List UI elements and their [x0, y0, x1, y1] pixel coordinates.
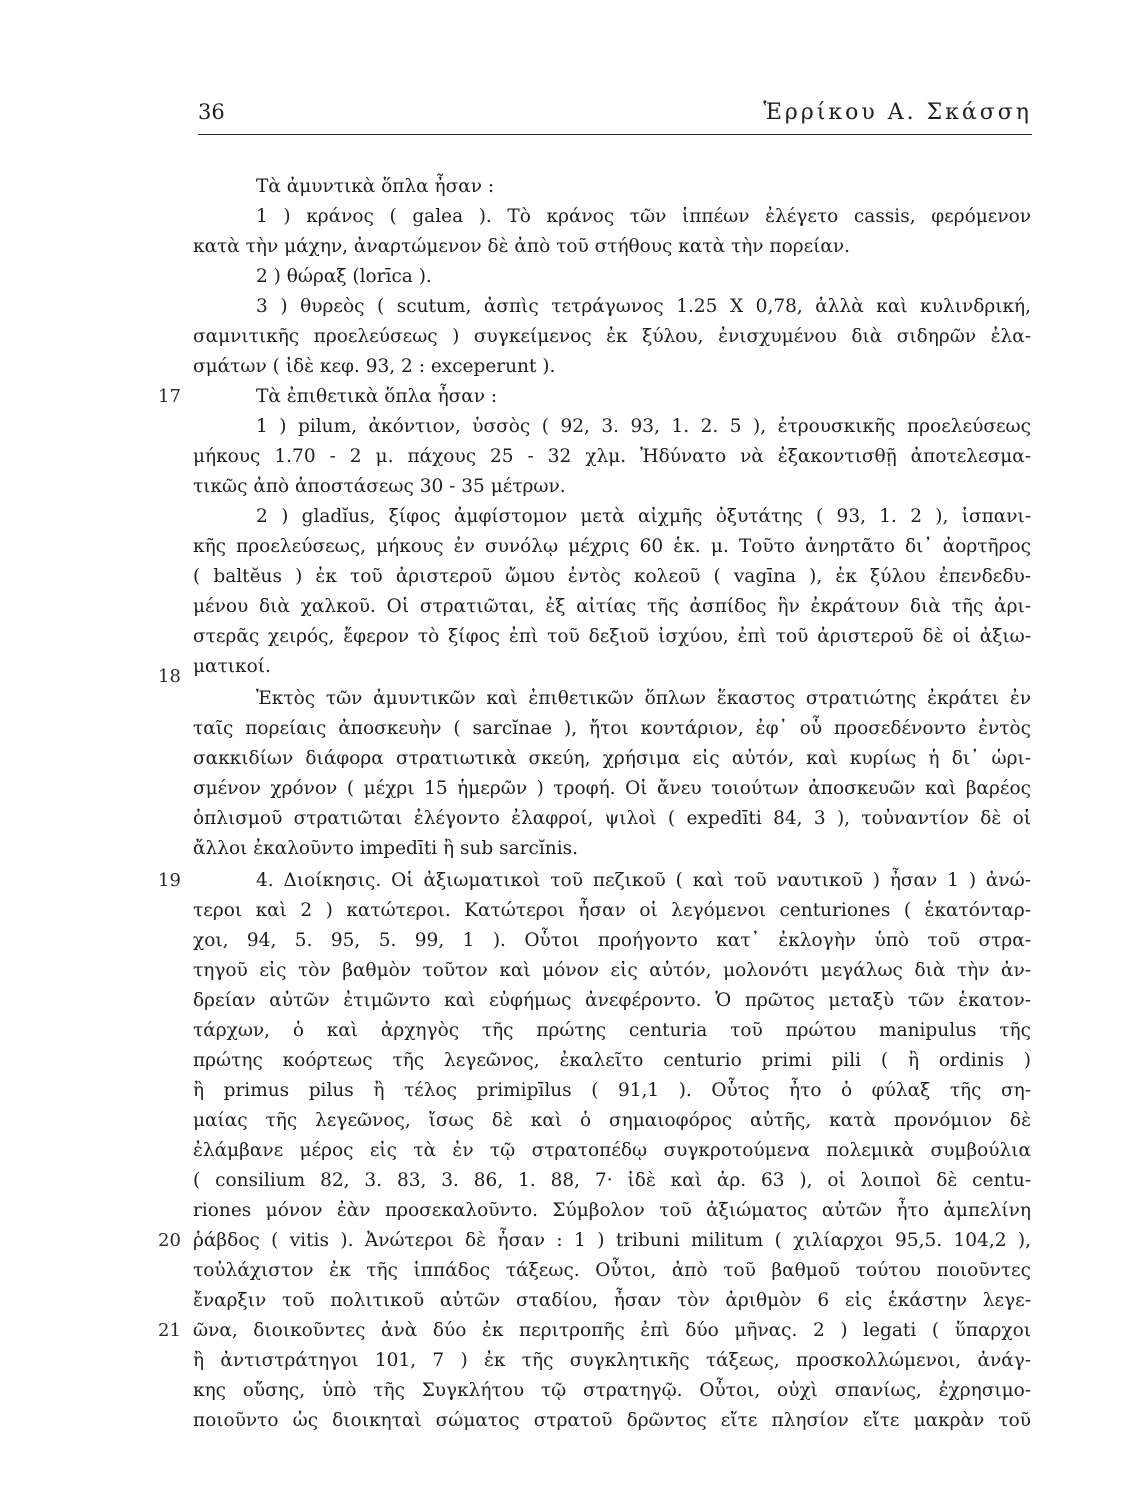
- text-line: 3 ) θυρεὸς ( scutum, ἀσπὶς τετράγωνος 1.25 X 0,78, ἀλλὰ καὶ κυλινδρική,: [256, 296, 1031, 317]
- margin-number: 20: [158, 1230, 181, 1251]
- text-line: στερᾶς χειρός, ἔφερον τὸ ξίφος ἐπὶ τοῦ δεξιοῦ ἰσχύου, ἐπὶ τοῦ ἀριστεροῦ δὲ οἱ ἀξιω-: [193, 626, 1031, 647]
- text-line: ταῖς πορείαις ἀποσκευὴν ( sarcĭnae ), ἤτοι κοντάριον, ἐφ᾽ οὗ προσεδένοντο ἐντὸς: [193, 718, 1031, 739]
- text-line: Τὰ ἀμυντικὰ ὅπλα ἦσαν :: [256, 176, 495, 197]
- text-line: ῥάβδος ( vitis ). Ἀνώτεροι δὲ ἦσαν : 1 ) tribuni militum ( χιλίαρχοι 95,5. 104,2 ),: [193, 1230, 1031, 1251]
- text-line: ἐλάμβανε μέρος εἰς τὰ ἐν τῷ στρατοπέδῳ συγκροτούμενα πολεμικὰ συμβούλια: [193, 1140, 1031, 1161]
- margin-number: 19: [158, 870, 181, 891]
- margin-number: 21: [158, 1320, 181, 1341]
- header-rule: [198, 134, 1032, 135]
- text-line: κατὰ τὴν μάχην, ἀναρτώμενον δὲ ἀπὸ τοῦ στήθους κατὰ τὴν πορείαν.: [193, 236, 851, 257]
- text-line: 2 ) gladĭus, ξίφος ἀμφίστομον μετὰ αἰχμῆς ὀξυτάτης ( 93, 1. 2 ), ἱσπανι-: [256, 506, 1031, 527]
- text-line: μένου διὰ χαλκοῦ. Οἱ στρατιῶται, ἐξ αἰτίας τῆς ἀσπίδος ἣν ἐκράτουν διὰ τῆς ἀρι-: [193, 596, 1031, 617]
- page-header: [198, 100, 1032, 136]
- text-line: σμένον χρόνον ( μέχρι 15 ἡμερῶν ) τροφή. Οἱ ἄνευ τοιούτων ἀποσκευῶν καὶ βαρέος: [193, 778, 1031, 799]
- text-line: ποιοῦντο ὡς διοικηταὶ σώματος στρατοῦ δρῶντος εἴτε πλησίον εἴτε μακρὰν τοῦ: [193, 1410, 1031, 1431]
- text-line: ἢ primus pilus ἢ τέλος primipīlus ( 91,1 ). Οὗτος ἦτο ὁ φύλαξ τῆς ση-: [193, 1080, 1031, 1101]
- text-line: μαίας τῆς λεγεῶνος, ἴσως δὲ καὶ ὁ σημαιοφόρος αὐτῆς, κατὰ προνόμιον δὲ: [193, 1110, 1031, 1131]
- text-line: 2 ) θώραξ (lorīca ).: [256, 266, 432, 287]
- text-line: Τὰ ἐπιθετικὰ ὅπλα ἦσαν :: [256, 386, 498, 407]
- text-line: τικῶς ἀπὸ ἀποστάσεως 30 - 35 μέτρων.: [193, 476, 566, 497]
- text-line: τηγοῦ εἰς τὸν βαθμὸν τοῦτον καὶ μόνον εἰς αὐτόν, μολονότι μεγάλως διὰ τὴν ἀν-: [193, 960, 1031, 981]
- text-line: κῆς προελεύσεως, μήκους ἐν συνόλῳ μέχρις 60 ἑκ. μ. Τοῦτο ἀνηρτᾶτο δι᾽ ἀορτῆρος: [193, 536, 1031, 557]
- text-line: 1 ) pilum, ἀκόντιον, ὑσσὸς ( 92, 3. 93, 1. 2. 5 ), ἐτρουσκικῆς προελεύσεως: [256, 416, 1031, 437]
- text-line: σακκιδίων διάφορα στρατιωτικὰ σκεύη, χρήσιμα εἰς αὐτόν, καὶ κυρίως ἡ δι᾽ ὡρι-: [193, 748, 1031, 769]
- text-line: riones μόνον ἐὰν προσεκαλοῦντο. Σύμβολον τοῦ ἀξιώματος αὐτῶν ἦτο ἀμπελίνη: [193, 1200, 1031, 1221]
- text-line: σμάτων ( ἰδὲ κεφ. 93, 2 : exceperunt ).: [193, 356, 556, 377]
- text-line: ἄλλοι ἐκαλοῦντο impedīti ἢ sub sarcĭnis.: [193, 838, 578, 859]
- text-line: ματικοί.: [193, 656, 271, 677]
- text-line: ὁπλισμοῦ στρατιῶται ἐλέγοντο ἐλαφροί, ψιλοὶ ( expedīti 84, 3 ), τοὐναντίον δὲ οἱ: [193, 808, 1031, 829]
- text-line: τεροι καὶ 2 ) κατώτεροι. Κατώτεροι ἦσαν οἱ λεγόμενοι centuriones ( ἑκατόνταρ-: [193, 900, 1031, 921]
- text-line: 1 ) κράνος ( galea ). Τὸ κράνος τῶν ἱππέων ἐλέγετο cassis, φερόμενον: [256, 206, 1031, 227]
- text-line: ( baltĕus ) ἐκ τοῦ ἀριστεροῦ ὤμου ἐντὸς κολεοῦ ( vagīna ), ἐκ ξύλου ἐπενδεδυ-: [193, 566, 1031, 587]
- margin-number: 18: [158, 666, 181, 687]
- text-line: μήκους 1.70 - 2 μ. πάχους 25 - 32 χλμ. Ἠδύνατο νὰ ἐξακοντισθῇ ἀποτελεσμα-: [193, 446, 1031, 467]
- text-line: Ἐκτὸς τῶν ἀμυντικῶν καὶ ἐπιθετικῶν ὅπλων ἕκαστος στρατιώτης ἐκράτει ἐν: [256, 688, 1031, 709]
- margin-number: 17: [158, 386, 181, 407]
- text-line: ἢ ἀντιστράτηγοι 101, 7 ) ἐκ τῆς συγκλητικῆς τάξεως, προσκολλώμενοι, ἀνάγ-: [193, 1350, 1031, 1371]
- text-line: δρείαν αὐτῶν ἐτιμῶντο καὶ εὐφήμως ἀνεφέροντο. Ὁ πρῶτος μεταξὺ τῶν ἑκατον-: [193, 990, 1031, 1011]
- text-line: κης οὔσης, ὑπὸ τῆς Συγκλήτου τῷ στρατηγῷ. Οὗτοι, οὐχὶ σπανίως, ἐχρησιμο-: [193, 1380, 1031, 1401]
- text-line: ( consilium 82, 3. 83, 3. 86, 1. 88, 7· ἰδὲ καὶ ἀρ. 63 ), οἱ λοιποὶ δὲ centu-: [193, 1170, 1031, 1191]
- text-line: χοι, 94, 5. 95, 5. 99, 1 ). Οὗτοι προήγοντο κατ᾽ ἐκλογὴν ὑπὸ τοῦ στρα-: [193, 930, 1031, 951]
- text-line: τοὐλάχιστον ἐκ τῆς ἱππάδος τάξεως. Οὗτοι, ἀπὸ τοῦ βαθμοῦ τούτου ποιοῦντες: [193, 1260, 1031, 1281]
- text-line: πρώτης κοόρτεως τῆς λεγεῶνος, ἐκαλεῖτο centurio primi pili ( ἢ ordinis ): [193, 1050, 1031, 1071]
- text-line: ῶνα, διοικοῦντες ἀνὰ δύο ἐκ περιτροπῆς ἐπὶ δύο μῆνας. 2 ) legati ( ὕπαρχοι: [193, 1320, 1031, 1341]
- text-line: σαμνιτικῆς προελεύσεως ) συγκείμενος ἐκ ξύλου, ἐνισχυμένου διὰ σιδηρῶν ἐλα-: [193, 326, 1031, 347]
- text-line: ἔναρξιν τοῦ πολιτικοῦ αὐτῶν σταδίου, ἦσαν τὸν ἀριθμὸν 6 εἰς ἑκάστην λεγε-: [193, 1290, 1031, 1311]
- page-number: 36: [198, 100, 225, 124]
- text-line: 4. Διοίκησις. Οἱ ἀξιωματικοὶ τοῦ πεζικοῦ ( καὶ τοῦ ναυτικοῦ ) ἦσαν 1 ) ἀνώ-: [256, 870, 1031, 891]
- text-line: τάρχων, ὁ καὶ ἀρχηγὸς τῆς πρώτης centuria τοῦ πρώτου manipulus τῆς: [193, 1020, 1031, 1041]
- running-head: Ἑρρίκου Α. Σκάσση: [763, 100, 1032, 125]
